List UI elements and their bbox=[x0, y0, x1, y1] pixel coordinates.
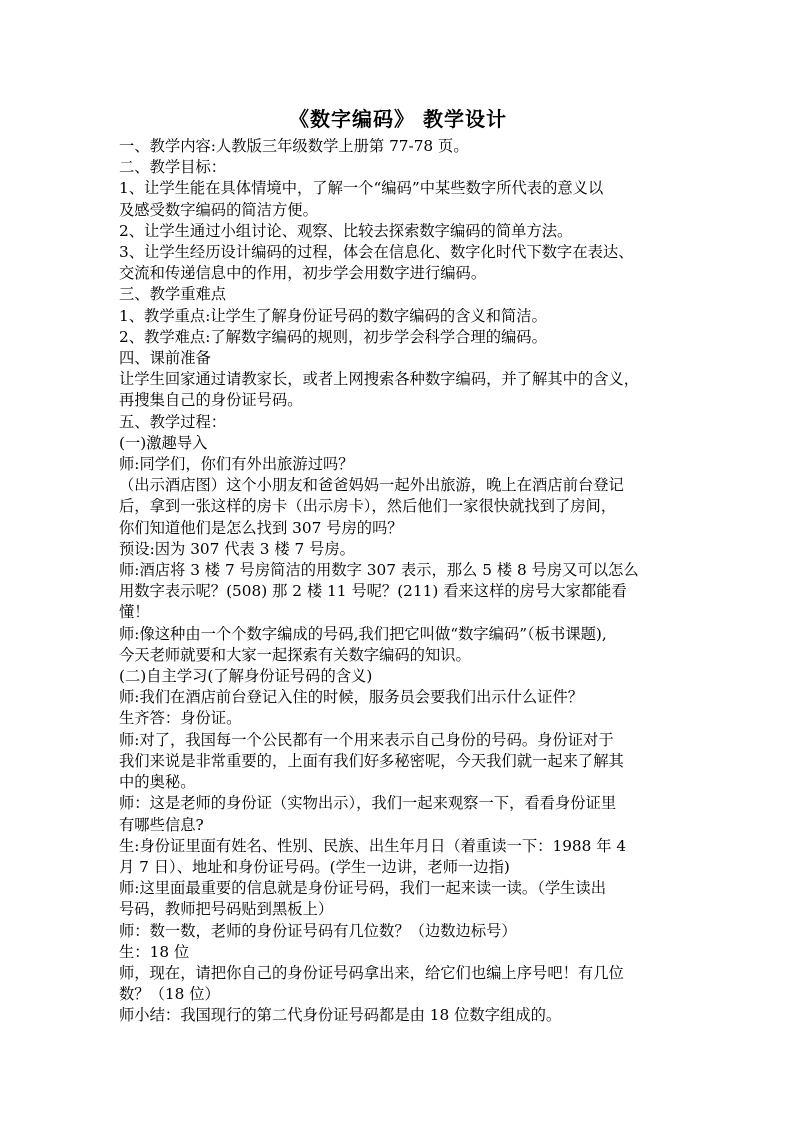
text-line: 用数字表示呢？(508) 那 2 楼 11 号呢？(211) 看来这样的房号大家都能看 bbox=[119, 582, 627, 601]
text-line: 再搜集自己的身份证号码。 bbox=[119, 391, 303, 410]
text-line: 一、教学内容:人教版三年级数学上册第 77-78 页。 bbox=[119, 137, 469, 155]
text-line: 师，现在，请把你自己的身份证号码拿出来，给它们也编上序号吧！有几位 bbox=[119, 963, 624, 982]
text-line: 及感受数字编码的简洁方便。 bbox=[119, 200, 318, 219]
text-line: (一)激趣导入 bbox=[119, 433, 208, 452]
text-line: 数？（18 位） bbox=[119, 985, 220, 1004]
text-line: 师:对了，我国每一个公民都有一个用来表示自己身份的号码。身份证对于 bbox=[119, 730, 614, 749]
text-line: 师:像这种由一个个数字编成的号码,我们把它叫做“数字编码”（板书课题), bbox=[119, 624, 607, 643]
text-line: 3、让学生经历设计编码的过程，体会在信息化、数字化时代下数字在表达、 bbox=[119, 243, 634, 262]
text-line: 1、教学重点:让学生了解身份证号码的数字编码的含义和简洁。 bbox=[119, 306, 547, 325]
text-line: 师：数一数，老师的身份证号码有几位数？（边数边标号） bbox=[119, 921, 517, 940]
text-line: 师:这里面最重要的信息就是身份证号码，我们一起来读一读。（学生读出 bbox=[119, 879, 607, 898]
text-line: (二)自主学习(了解身份证号码的含义) bbox=[119, 667, 373, 686]
text-line: 二、教学目标： bbox=[119, 158, 227, 177]
text-line: 有哪些信息? bbox=[119, 815, 204, 834]
text-line: 后，拿到一张这样的房卡（出示房卡），然后他们一家很快就找到了房间， bbox=[119, 497, 617, 516]
text-line: 师:同学们，你们有外出旅游过吗？ bbox=[119, 455, 354, 474]
text-line: 2、让学生通过小组讨论、观察、比较去探索数字编码的简单方法。 bbox=[119, 221, 573, 240]
text-line: 懂！ bbox=[119, 603, 150, 622]
text-line: 生：18 位 bbox=[119, 942, 190, 961]
text-line: 2、教学难点:了解数字编码的规则，初步学会科学合理的编码。 bbox=[119, 327, 547, 346]
text-line: 五、教学过程： bbox=[119, 412, 227, 431]
text-line: 生齐答：身份证。 bbox=[119, 709, 242, 728]
text-line: 你们知道他们是怎么找到 307 号房的吗？ bbox=[119, 518, 403, 537]
document-title: 《数字编码》 教学设计 bbox=[289, 107, 507, 131]
text-line: 我们来说是非常重要的，上面有我们好多秘密呢，今天我们就一起来了解其 bbox=[119, 751, 624, 770]
text-line: 交流和传递信息中的作用，初步学会用数字进行编码。 bbox=[119, 264, 487, 283]
text-line: 月 7 日）、地址和身份证号码。(学生一边讲，老师一边指) bbox=[119, 857, 510, 876]
text-line: 师:我们在酒店前台登记入住的时候，服务员会要我们出示什么证件？ bbox=[119, 688, 584, 707]
text-line: 预设:因为 307 代表 3 楼 7 号房。 bbox=[119, 539, 355, 558]
text-line: 中的奥秘。 bbox=[119, 773, 196, 792]
text-line: 生:身份证里面有姓名、性别、民族、出生年月日（着重读一下：1988 年 4 bbox=[119, 836, 627, 855]
text-line: 号码，教师把号码贴到黑板上） bbox=[119, 900, 334, 919]
text-line: 今天老师就要和大家一起探索有关数字编码的知识。 bbox=[119, 645, 471, 664]
text-line: 师:酒店将 3 楼 7 号房简洁的用数字 307 表示，那么 5 楼 8 号房又可以怎么 bbox=[119, 561, 639, 580]
text-line: 三、教学重难点 bbox=[119, 285, 227, 304]
document-page bbox=[119, 104, 677, 1027]
text-line: 师：这是老师的身份证（实物出示），我们一起来观察一下，看看身份证里 bbox=[119, 794, 617, 813]
text-line: 让学生回家通过请教家长，或者上网搜索各种数字编码，并了解其中的含义， bbox=[119, 370, 640, 389]
text-line: 1、让学生能在具体情境中，了解一个“编码”中某些数字所代表的意义以 bbox=[119, 179, 604, 198]
text-line: 师小结：我国现行的第二代身份证号码都是由 18 位数字组成的。 bbox=[119, 1006, 562, 1025]
text-line: （出示酒店图）这个小朋友和爸爸妈妈一起外出旅游，晚上在酒店前台登记 bbox=[119, 476, 624, 495]
text-line: 四、课前准备 bbox=[119, 349, 211, 368]
document-body bbox=[119, 136, 677, 1027]
